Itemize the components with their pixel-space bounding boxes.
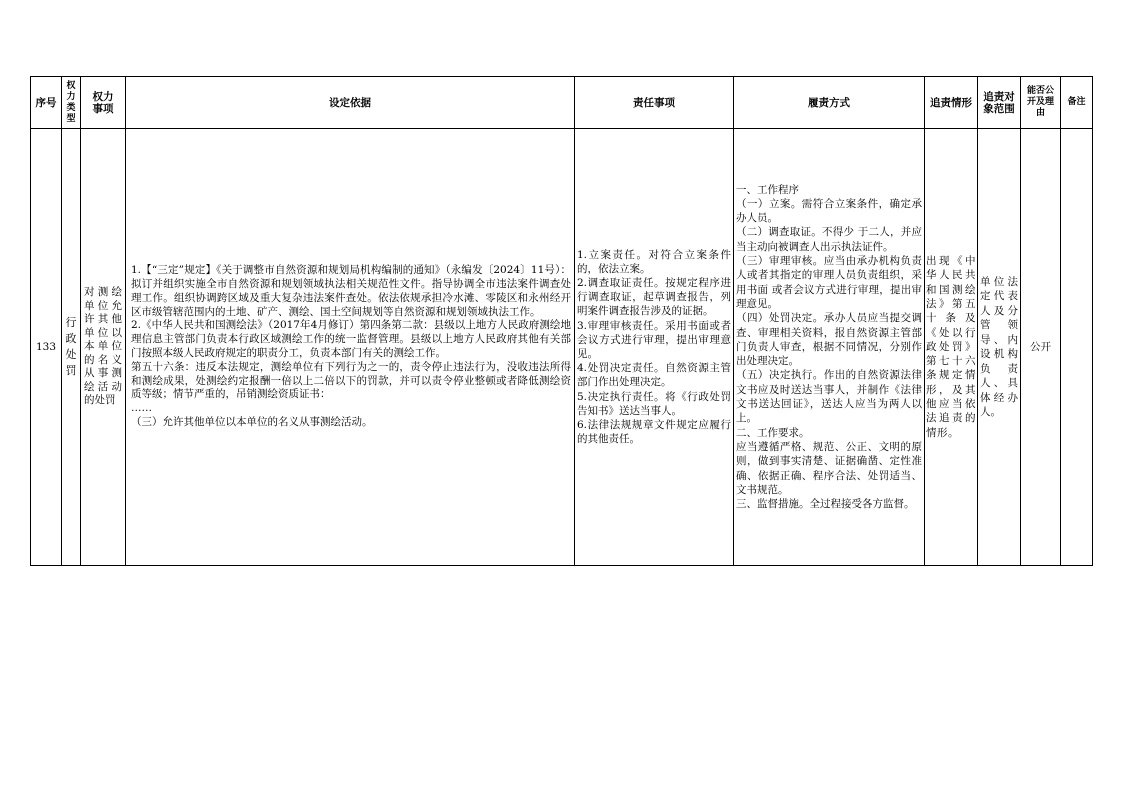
method-line: （二）调查取证。不得少 于二人，并应当主动向被调查人出示执法证件。 xyxy=(736,226,922,253)
header-disclose-text: 能否公开及理由 xyxy=(1026,86,1054,118)
responsibility-text-block xyxy=(575,248,733,447)
responsibility-item: 5.决定执行责任。将《行政处罚告知书》送达当事人。 xyxy=(577,390,731,417)
header-power-item-text: 权力事项 xyxy=(92,90,114,115)
basis-paragraph: （三）允许其他单位以本单位的名义从事测绘活动。 xyxy=(131,415,373,428)
cell-disclose: 公开 xyxy=(1021,129,1061,566)
method-line: 应当遵循严格、规范、公正、文明的原则，做到事实清楚、证据确凿、定性准确、依据正确、程序合法、处罚适当、文书规范。 xyxy=(736,440,922,496)
method-line: （三）审理审核。应当由承办机构负责人或者其指定的审理人员负责组织，采用书面 或者会议方式进行审理，提出审理意见。 xyxy=(736,255,922,310)
header-seq: 序号 xyxy=(31,77,62,129)
cell-pursue xyxy=(925,129,978,566)
cell-power-item-text: 对测绘单位允许其他单位以本单位的名义从事测绘活动的处罚 xyxy=(84,286,122,407)
basis-paragraph: 1.【“三定”规定】《关于调整市自然资源和规划局机构编制的通知》（永编发〔2024〕11号）：拟订并组织实施全市自然资源和规划领域执法相关规范性文件。指导协调全市违法案件调查处理工作。组织协调跨区域及重大复杂违法案件查处。依法依规承担冷水滩、零陵区和永州经开区市级管辖范围内的土地、矿产、测绘、国土空间规划等自然资源和规划领域执法工作。 xyxy=(131,264,571,318)
header-method: 履责方式 xyxy=(734,77,925,129)
basis-paragraph: …… xyxy=(131,402,152,415)
cell-remark xyxy=(1061,129,1093,566)
cell-pursue-text: 出现《中华人民共和国测绘法》第五十条及《处以行政处罚》第七十六条规定情形，及其他应当依法追责的情形。 xyxy=(926,255,976,439)
basis-text-block xyxy=(126,264,574,430)
responsibility-item: 3.审理审核责任。采用书面或者会议方式进行审理，提出审理意见。 xyxy=(577,319,731,360)
header-power-type-text: 权力类型 xyxy=(66,80,76,124)
responsibility-item: 1.立案责任。对符合立案条件的，依法立案。 xyxy=(577,248,731,275)
method-line: （一）立案。需符合立案条件，确定承办人员。 xyxy=(736,197,922,225)
responsibility-item: 2.调查取证责任。按规定程序进行调查取证，起草调查报告，列明案件调查报告涉及的证据。 xyxy=(577,276,731,318)
cell-responsibility xyxy=(575,129,734,566)
table-header-row xyxy=(31,77,1093,129)
header-power-type xyxy=(62,77,81,129)
method-line: （五）决定执行。作出的自然资源法律文书应及时送达当事人，并制作《法律文书送达回证》，送达人应当为两人以上。 xyxy=(736,369,922,425)
header-pursue-scope xyxy=(978,77,1021,129)
cell-method xyxy=(734,129,925,566)
responsibility-item: 4.处罚决定责任。自然资源主管部门作出处理决定。 xyxy=(577,362,731,389)
cell-power-type-text: 行政处罚 xyxy=(65,316,77,377)
header-basis: 设定依据 xyxy=(126,77,575,129)
method-text-block xyxy=(734,183,924,512)
table-row xyxy=(31,129,1093,566)
header-disclose xyxy=(1021,77,1061,129)
basis-paragraph: 2.《中华人民共和国测绘法》（2017年4月修订）第四条第二款：县级以上地方人民政府测绘地理信息主管部门负责本行政区域测绘工作的统一监督管理。县级以上地方人民政府其他有关部门按照本级人民政府规定的职责分工，负责本部门有关的测绘工作。 xyxy=(131,319,571,359)
header-remark: 备注 xyxy=(1061,77,1093,129)
responsibility-item: 6.法律法规规章文件规定应履行的其他责任。 xyxy=(577,419,731,446)
method-line: （四）处罚决定。承办人员应当提交调查、审理相关资料，报自然资源主管部门负责人审查，根据不同情况，分别作出处理决定。 xyxy=(736,312,922,368)
method-line: 一、工作程序 xyxy=(736,183,799,196)
header-pursue: 追责情形 xyxy=(925,77,978,129)
cell-power-type xyxy=(62,129,81,566)
basis-paragraph: 第五十六条：违反本法规定，测绘单位有下列行为之一的，责令停止违法行为，没收违法所得和测绘成果，处测绘约定报酬一倍以上二倍以下的罚款，并可以责令停业整顿或者降低测绘资质等级；情节严重的，吊销测绘资质证书： xyxy=(131,360,571,401)
method-line: 二、工作要求。 xyxy=(736,426,810,439)
cell-pursue-scope xyxy=(978,129,1021,566)
header-pursue-scope-text: 追责对象范围 xyxy=(983,90,1015,115)
power-list-table xyxy=(30,76,1093,566)
header-responsibility: 责任事项 xyxy=(575,77,734,129)
cell-power-item xyxy=(81,129,126,566)
cell-seq: 133 xyxy=(31,129,62,566)
cell-basis xyxy=(126,129,575,566)
cell-pursue-scope-text: 单位法定代表人及分管领导、内设机构负责人、具体经办人。 xyxy=(980,275,1018,418)
method-line: 三、监督措施。全过程接受各方监督。 xyxy=(736,498,915,511)
header-power-item xyxy=(81,77,126,129)
